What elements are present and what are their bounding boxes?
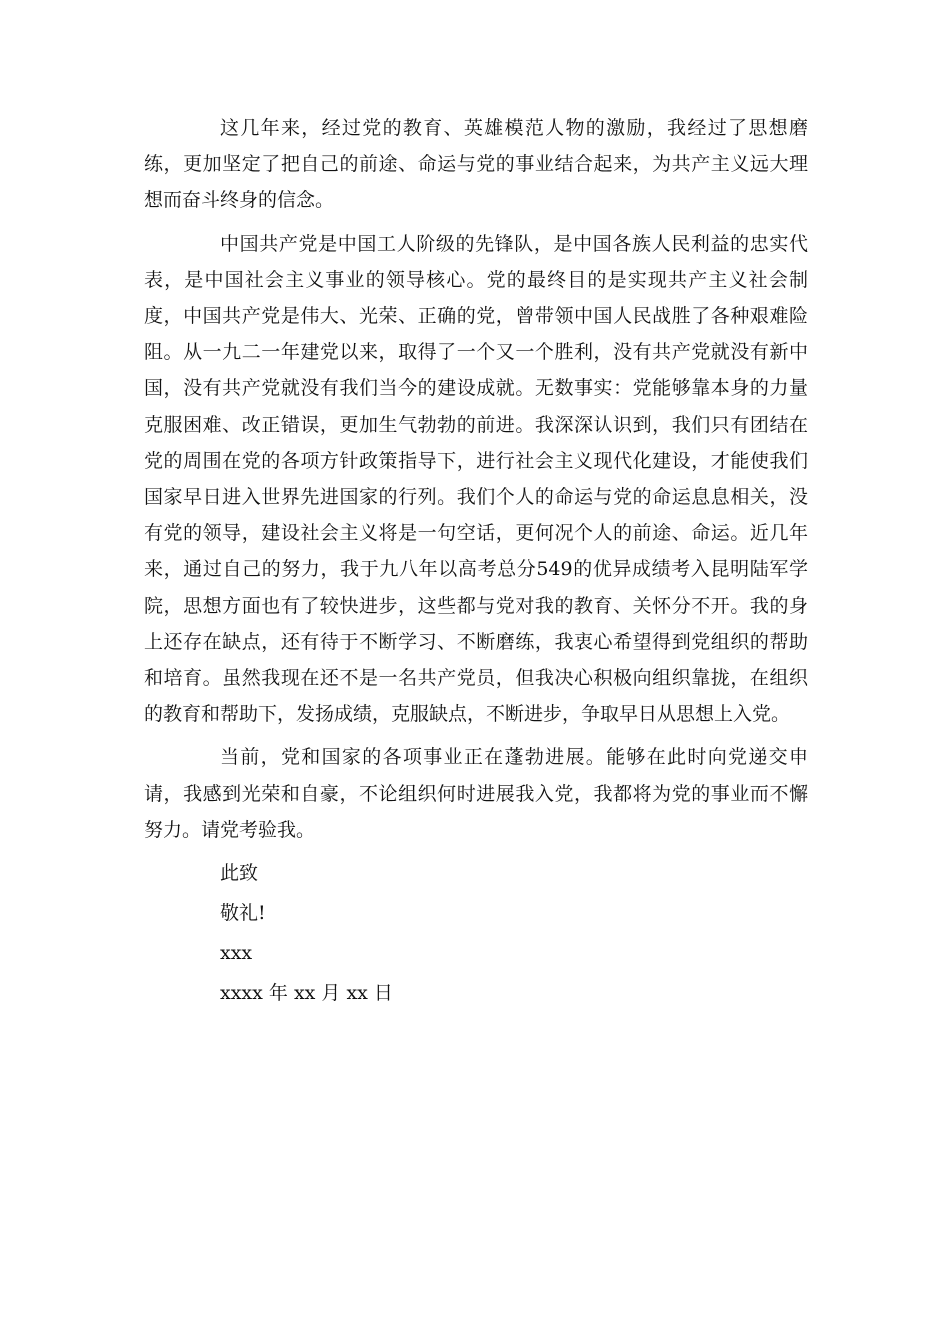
letter-body: [144, 110, 808, 1015]
signature: xxx: [220, 942, 253, 965]
date: xxxx 年 xx 月 xx 日: [220, 982, 393, 1005]
paragraph-1: 这几年来，经过党的教育、英雄模范人物的激励，我经过了思想磨练，更加坚定了把自己的前途、命运与党的事业结合起来，为共产主义远大理想而奋斗终身的信念。: [144, 117, 808, 212]
paragraph-3: 当前，党和国家的各项事业正在蓬勃进展。能够在此时向党递交申请，我感到光荣和自豪，不论组织何时进展我入党，我都将为党的事业而不懈努力。请党考验我。: [144, 746, 808, 841]
paragraph-2: 中国共产党是中国工人阶级的先锋队，是中国各族人民利益的忠实代表，是中国社会主义事业的领导核心。党的最终目的是实现共产主义社会制度，中国共产党是伟大、光荣、正确的党，曾带领中国人民战胜了各种艰难险阻。从一九二一年建党以来，取得了一个又一个胜利，没有共产党就没有新中国，没有共产党就没有我们当今的建设成就。无数事实：党能够靠本身的力量克服困难、改正错误，更加生气勃勃的前进。我深深认识到，我们只有团结在党的周围在党的各项方针政策指导下，进行社会主义现代化建设，才能使我们国家早日进入世界先进国家的行列。我们个人的命运与党的命运息息相关，没有党的领导，建设社会主义将是一句空话，更何况个人的前途、命运。近几年来，通过自己的努力，我于九八年以高考总分549的优异成绩考入昆明陆军学院，思想方面也有了较快进步，这些都与党对我的教育、关怀分不开。我的身上还存在缺点，还有待于不断学习、不断磨练，我衷心希望得到党组织的帮助和培育。虽然我现在还不是一名共产党员，但我决心积极向组织靠拢，在组织的教育和帮助下，发扬成绩，克服缺点，不断进步，争取早日从思想上入党。: [144, 232, 808, 726]
salutation: 此致: [220, 862, 259, 885]
regards: 敬礼!: [220, 902, 266, 925]
